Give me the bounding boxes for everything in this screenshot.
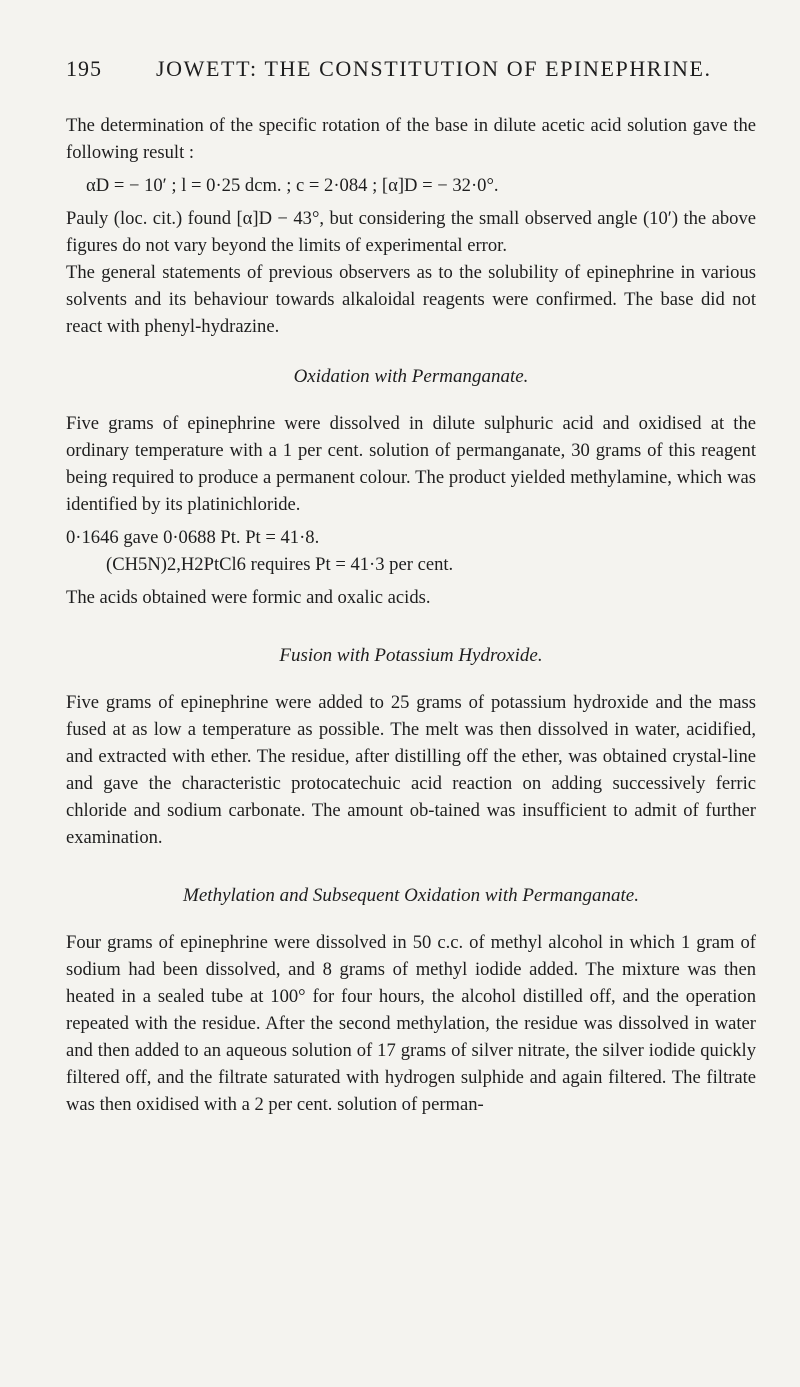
- section-heading-oxidation: Oxidation with Permanganate.: [293, 366, 529, 387]
- analysis-line-1: 0·1646 gave 0·0688 Pt. Pt = 41·8.: [66, 527, 320, 548]
- page: [66, 56, 756, 1118]
- paragraph-methylation: Four grams of epinephrine were dissolved in 50 c.c. of methyl alcohol in which 1 gram of sodium had been dissolved, and 8 grams of methyl iodide added. The mixture was then heated in a sealed tube at 100° for four hours, the alcohol distilled off, and the operation repeated with the residue. After the second methylation, the residue was dissolved in water and then added to an aqueous solution of 17 grams of silver nitrate, the silver iodide quickly filtered off, and the filtrate saturated with hydrogen sulphide and again filtered. The filtrate was then oxidised with a 2 per cent. solution of perman-: [66, 932, 756, 1115]
- page-header: [66, 56, 756, 82]
- section-heading-methylation: Methylation and Subsequent Oxidation with Permanganate.: [183, 885, 639, 906]
- rotation-formula: αD = − 10′ ; l = 0·25 dcm. ; c = 2·084 ; [α]D = − 32·0°.: [86, 175, 499, 196]
- paragraph-pauly: Pauly (loc. cit.) found [α]D − 43°, but considering the small observed angle (10′) the above figures do not vary beyond the limits of experimental error.: [66, 208, 756, 256]
- section-heading-fusion: Fusion with Potassium Hydroxide.: [279, 645, 543, 666]
- paragraph-specific-rotation: The determination of the specific rotation of the base in dilute acetic acid solution gave the following result :: [66, 115, 756, 163]
- paragraph-acids: The acids obtained were formic and oxalic acids.: [66, 587, 431, 608]
- analysis-line-2: (CH5N)2,H2PtCl6 requires Pt = 41·3 per cent.: [106, 554, 454, 575]
- running-title: JOWETT: THE CONSTITUTION OF EPINEPHRINE.: [156, 56, 712, 81]
- page-number: 195: [66, 56, 102, 81]
- paragraph-oxidation: Five grams of epinephrine were dissolved in dilute sulphuric acid and oxidised at the ordinary temperature with a 1 per cent. solution of permanganate, 30 grams of this reagent being required to produce a permanent colour. The product yielded methylamine, which was identified by its platinichloride.: [66, 413, 756, 515]
- paragraph-general-statements: The general statements of previous observers as to the solubility of epinephrine in various solvents and its behaviour towards alkaloidal reagents were confirmed. The base did not react with phenyl-hydrazine.: [66, 262, 756, 337]
- paragraph-fusion: Five grams of epinephrine were added to 25 grams of potassium hydroxide and the mass fused at as low a temperature as possible. The melt was then dissolved in water, acidified, and extracted with ether. The residue, after distilling off the ether, was obtained crystal-line and gave the characteristic protocatechuic acid reaction on adding successively ferric chloride and sodium carbonate. The amount ob-tained was insufficient to admit of further examination.: [66, 692, 756, 848]
